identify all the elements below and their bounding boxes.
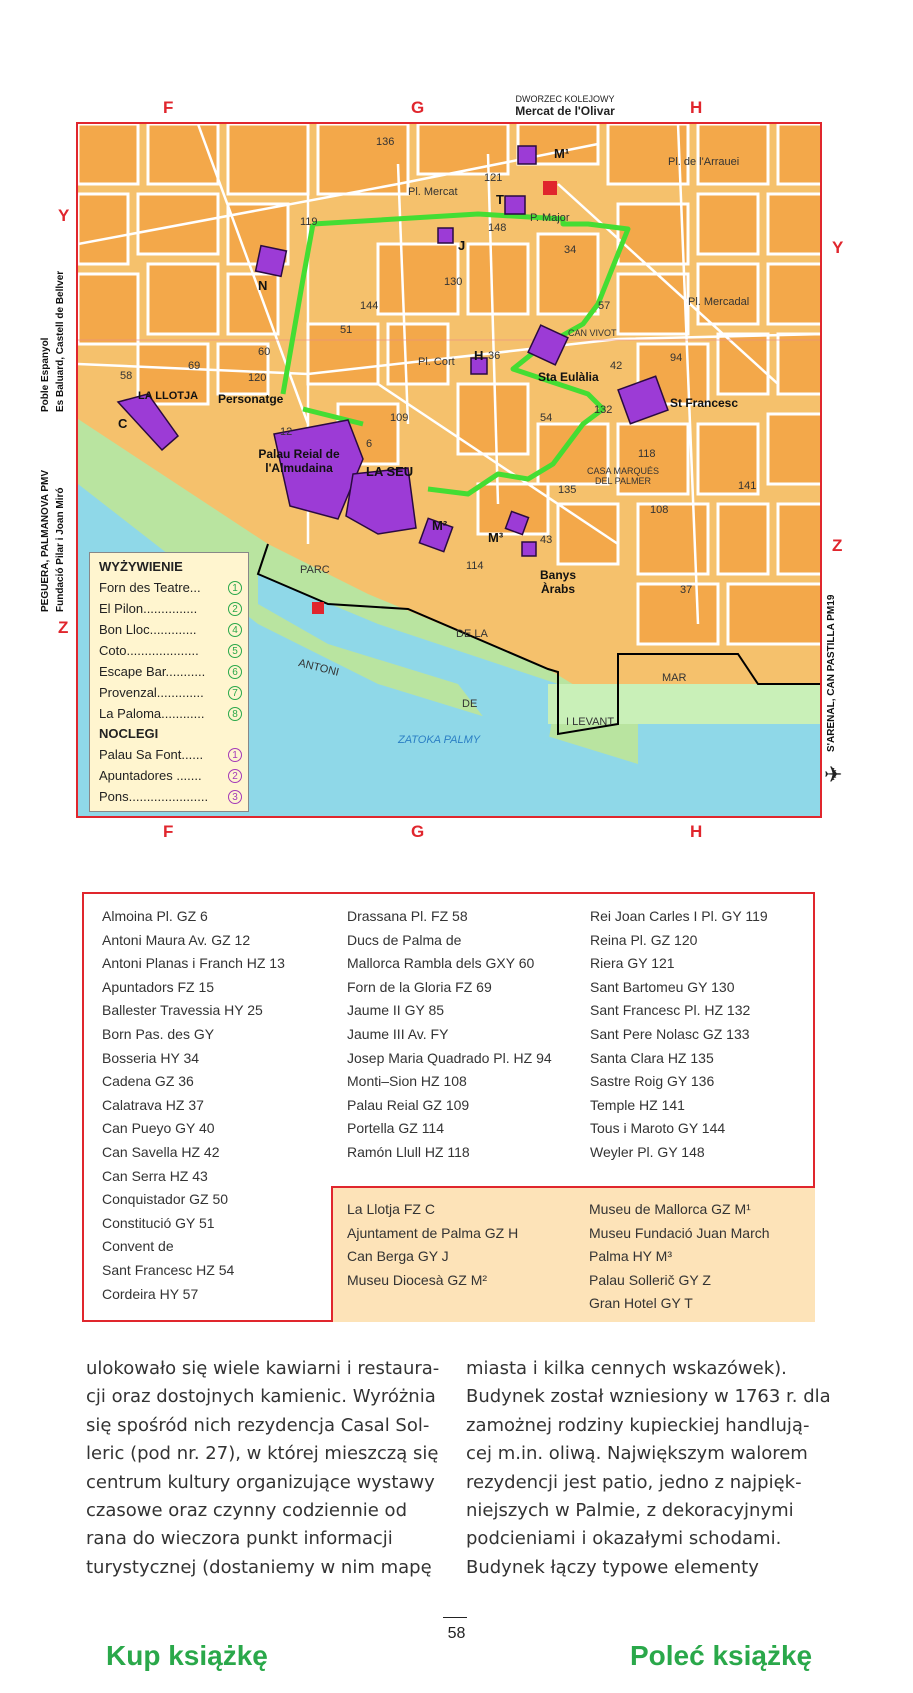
index-entry[interactable]: Riera GY 121: [590, 955, 675, 972]
street-number: 148: [488, 222, 507, 234]
map-label-sta-eulalia: Sta Eulàlia: [538, 370, 599, 384]
street-number: 120: [248, 372, 267, 384]
map-label-antoni: ANTONI: [297, 657, 341, 679]
text-line: turystycznej (dostaniemy w nim mapę: [86, 1556, 432, 1578]
marker-m2[interactable]: M²: [432, 518, 448, 533]
sights-column-right: [589, 1198, 770, 1316]
legend-food-number: 1: [228, 581, 242, 595]
street-number: 130: [444, 276, 463, 288]
street-number: 54: [540, 412, 553, 424]
index-entry[interactable]: Calatrava HZ 37: [102, 1096, 204, 1113]
legend-food-name: Coto....................: [99, 643, 199, 658]
index-entry[interactable]: Drassana Pl. FZ 58: [347, 908, 468, 924]
legend-food-name: Provenzal.............: [99, 685, 204, 700]
street-number: 94: [670, 352, 683, 364]
legend-food-number: 8: [228, 707, 242, 721]
text-line: niejszych w Palmie, z dekoracyjnymi: [466, 1500, 794, 1522]
map-label-casa-marques: CASA MARQUÉS DEL PALMER: [586, 466, 660, 486]
legend-food-item[interactable]: [99, 598, 248, 619]
buy-book-link[interactable]: Kup książkę: [106, 1640, 268, 1671]
street-number: 114: [466, 560, 484, 572]
map-label-p-major: P. Major: [530, 212, 570, 224]
street-number: 118: [638, 448, 656, 460]
index-entry[interactable]: Palau Sollerič GY Z: [589, 1271, 711, 1288]
index-entry[interactable]: Palau Reial GZ 109: [347, 1096, 470, 1113]
index-entry[interactable]: Ramón Llull HZ 118: [347, 1143, 470, 1160]
airport-icon: ✈: [824, 762, 843, 787]
legend-food-number: 2: [228, 602, 242, 616]
page-number-rule: [443, 1617, 467, 1618]
railway-station-name: Mercat de l'Olivar: [515, 104, 615, 118]
index-entry[interactable]: Temple HZ 141: [590, 1096, 685, 1113]
map-label-can-vivot: CAN VIVOT: [568, 328, 617, 338]
street-number: 12: [280, 426, 293, 438]
street-number: 141: [738, 480, 757, 492]
map-label-i-levant: I LEVANT: [566, 716, 615, 728]
legend-stay-name: Pons......................: [99, 789, 209, 804]
legend-stay-number: 2: [228, 769, 242, 783]
marker-m3[interactable]: M³: [488, 530, 504, 545]
text-line: Budynek został wzniesiony w 1763 r. dla: [466, 1386, 831, 1408]
legend-stay-item[interactable]: [99, 744, 248, 765]
legend-food-name: Escape Bar...........: [99, 664, 206, 679]
street-number: 69: [188, 360, 201, 372]
index-entry[interactable]: Cadena GZ 36: [102, 1073, 194, 1090]
street-number: 144: [360, 300, 379, 312]
index-entry[interactable]: Museu Fundació Juan March: [589, 1224, 770, 1241]
street-number: 109: [390, 412, 409, 424]
index-entry[interactable]: Palma HY M³: [589, 1248, 672, 1265]
index-entry[interactable]: Gran Hotel GY T: [589, 1295, 693, 1312]
map-label-zatoka: ZATOKA PALMY: [398, 734, 481, 746]
map-label-la-llotja: LA LLOTJA: [138, 390, 199, 402]
index-entry[interactable]: Weyler Pl. GY 148: [590, 1143, 705, 1160]
map-legend: [89, 552, 249, 812]
legend-food-number: 7: [228, 686, 242, 700]
legend-food-header: WYŻYWIENIE: [99, 559, 183, 574]
map-label-la-seu: LA SEU: [366, 464, 414, 479]
index-entry[interactable]: Santa Clara HZ 135: [590, 1049, 714, 1066]
text-line: czasowe oraz czynny codziennie od: [86, 1500, 407, 1522]
map-label-pl-cort: Pl. Cort: [418, 356, 455, 368]
index-entry[interactable]: Cordeira HY 57: [102, 1285, 199, 1302]
text-line: cji oraz dostojnych kamienic. Wyróżnia: [86, 1386, 436, 1408]
street-number: 60: [258, 346, 271, 358]
grid-letter-z-left: Z: [58, 618, 69, 637]
grid-letter-f-bottom: F: [163, 822, 174, 841]
legend-stay-item[interactable]: [99, 786, 248, 807]
text-line: zamożnej rodziny kupieckiej handlują-: [466, 1414, 810, 1436]
index-entry[interactable]: Sant Pere Nolasc GZ 133: [590, 1025, 750, 1042]
grid-letter-y-left: Y: [58, 206, 70, 225]
marker-t[interactable]: T: [496, 192, 504, 207]
legend-stay-name: Palau Sa Font......: [99, 747, 204, 762]
index-entry[interactable]: Ballester Travessia HY 25: [102, 1002, 263, 1019]
index-entry[interactable]: Ducs de Palma de: [347, 931, 462, 948]
street-number: 135: [558, 484, 577, 496]
index-entry[interactable]: Ajuntament de Palma GZ H: [347, 1224, 519, 1241]
street-number: 43: [540, 534, 553, 546]
index-entry[interactable]: Forn de la Gloria FZ 69: [347, 978, 492, 995]
marker-j[interactable]: J: [458, 238, 466, 253]
text-line: Budynek łączy typowe elementy: [466, 1556, 759, 1578]
street-number: 37: [680, 584, 693, 596]
map-label-st-frances: St Francesc: [670, 396, 739, 410]
street-number: 42: [610, 360, 623, 372]
street-number: 34: [564, 244, 577, 256]
index-entry[interactable]: Museu de Mallorca GZ M¹: [589, 1201, 751, 1217]
grid-letter-z-right: Z: [832, 536, 843, 555]
grid-letter-f-top: F: [163, 98, 174, 117]
road-label-right: S'ARENAL, CAN PASTILLA PM19: [826, 594, 837, 752]
text-line: podcieniami i okazałymi schodami.: [466, 1528, 782, 1550]
index-entry[interactable]: Can Pueyo GY 40: [102, 1120, 215, 1137]
index-entry[interactable]: La Llotja FZ C: [347, 1201, 435, 1217]
grid-letter-h-bottom: H: [690, 822, 703, 841]
index-entry[interactable]: Monti–Sion HZ 108: [347, 1073, 467, 1090]
sights-box: [331, 1186, 815, 1322]
legend-stay-item[interactable]: [99, 765, 248, 786]
index-entry[interactable]: Sant Francesc Pl. HZ 132: [590, 1002, 751, 1019]
index-entry[interactable]: Convent de: [102, 1238, 174, 1255]
index-entry[interactable]: Rei Joan Carles I Pl. GY 119: [590, 908, 768, 924]
map-label-pl-mercat: Pl. Mercat: [408, 186, 458, 198]
street-number: 51: [340, 324, 353, 336]
index-column-2: [347, 905, 552, 1165]
map-label-de: DE: [462, 698, 478, 710]
street-number: 108: [650, 504, 669, 516]
marker-h[interactable]: H: [474, 348, 484, 363]
railway-station-caption: DWORZEC KOLEJOWY: [515, 94, 615, 104]
legend-food-number: 6: [228, 665, 242, 679]
index-entry[interactable]: Conquistador GZ 50: [102, 1191, 229, 1208]
marker-n[interactable]: N: [258, 278, 268, 293]
text-line: ulokowało się wiele kawiarni i restaura-: [86, 1358, 440, 1379]
street-number: 58: [120, 370, 133, 382]
index-entry[interactable]: Can Serra HZ 43: [102, 1167, 208, 1184]
legend-food-item[interactable]: [99, 682, 248, 703]
legend-food-name: La Paloma............: [99, 706, 205, 721]
body-text-right: [466, 1355, 831, 1582]
legend-food-item[interactable]: [99, 703, 248, 724]
index-entry[interactable]: Can Savella HZ 42: [102, 1143, 220, 1160]
legend-food-item[interactable]: [99, 619, 248, 640]
index-entry[interactable]: Sastre Roig GY 136: [590, 1073, 715, 1090]
index-entry[interactable]: Museu Diocesà GZ M²: [347, 1271, 488, 1288]
map-label-pl-arrauei: Pl. de l'Arrauei: [668, 156, 740, 168]
road-label-left-4: Fundació Pilar i Joan Miró: [55, 487, 66, 612]
index-entry[interactable]: Mallorca Rambla dels GXY 60: [347, 955, 535, 972]
legend-food-item[interactable]: [99, 661, 248, 682]
index-entry[interactable]: Constitució GY 51: [102, 1214, 215, 1231]
map-label-banys-arabs: Banys Àrabs: [539, 568, 577, 596]
recommend-book-link[interactable]: Poleć książkę: [630, 1640, 813, 1671]
street-number: 121: [484, 172, 503, 184]
legend-food-number: 4: [228, 623, 242, 637]
page-number: 58: [447, 1625, 466, 1642]
index-entry[interactable]: Sant Bartomeu GY 130: [590, 978, 735, 995]
index-entry[interactable]: Portella GZ 114: [347, 1120, 445, 1137]
legend-stay-number: 3: [228, 790, 242, 804]
street-number: 57: [598, 300, 611, 312]
street-number: 132: [594, 404, 613, 416]
index-column-3: [590, 905, 768, 1165]
sights-column-left: [347, 1198, 518, 1292]
road-label-left-3: PEGUERA, PALMANOVA PMV: [40, 469, 51, 612]
legend-food-item[interactable]: [99, 577, 248, 598]
legend-food-name: Bon Lloc.............: [99, 622, 197, 637]
index-entry[interactable]: Apuntadors FZ 15: [102, 978, 215, 995]
grid-letter-y-right: Y: [832, 238, 844, 257]
index-entry[interactable]: Can Berga GY J: [347, 1248, 449, 1265]
text-line: leric (pod nr. 27), w której mieszczą się: [86, 1443, 439, 1465]
map-label-parc: PARC: [300, 564, 330, 576]
legend-food-name: Forn des Teatre...: [99, 580, 201, 595]
index-entry[interactable]: Bosseria HY 34: [102, 1049, 200, 1066]
index-entry[interactable]: Born Pas. des GY: [102, 1025, 215, 1042]
street-number: 119: [300, 216, 318, 228]
road-label-left-2: Es Baluard, Castell de Bellver: [55, 270, 66, 412]
legend-stay-name: Apuntadores .......: [99, 768, 202, 783]
text-line: miasta i kilka cennych wskazówek).: [466, 1358, 787, 1379]
legend-food-name: El Pilon...............: [99, 601, 198, 616]
marker-c[interactable]: C: [118, 416, 128, 431]
map-label-pl-mercadal: Pl. Mercadal: [688, 296, 750, 308]
grid-letter-g-bottom: G: [411, 822, 425, 841]
map-label-mar: MAR: [662, 672, 687, 684]
index-entry[interactable]: Sant Francesc HZ 54: [102, 1261, 235, 1278]
index-entry[interactable]: Tous i Maroto GY 144: [590, 1120, 726, 1137]
map-label-personatge: Personatge: [218, 392, 284, 406]
index-entry[interactable]: Jaume III Av. FY: [347, 1025, 449, 1042]
text-line: centrum kultury organizujące wystawy: [86, 1471, 435, 1493]
street-number: 136: [376, 136, 395, 148]
road-label-left-1: Poble Espanyol: [40, 337, 51, 412]
railway-station-label: [500, 94, 630, 118]
index-entry[interactable]: Jaume II GY 85: [347, 1002, 445, 1019]
index-entry[interactable]: Antoni Maura Av. GZ 12: [102, 931, 251, 948]
map-label-de-la: DE LA: [456, 628, 488, 640]
marker-m1[interactable]: M¹: [554, 146, 570, 161]
text-line: cej m.in. oliwą. Największym walorem: [466, 1443, 808, 1465]
text-line: rezydencji jest patio, jedno z najpięk-: [466, 1471, 802, 1493]
street-number: 36: [488, 350, 501, 362]
map-label-palau-reial: Palau Reial de l'Almudaina: [258, 447, 340, 475]
legend-stay-header: NOCLEGI: [99, 726, 159, 741]
street-number: 6: [366, 438, 373, 450]
index-entry[interactable]: Almoina Pl. GZ 6: [102, 908, 208, 924]
index-column-1: [102, 905, 285, 1306]
legend-stay-number: 1: [228, 748, 242, 762]
index-entry[interactable]: Josep Maria Quadrado Pl. HZ 94: [347, 1049, 552, 1066]
grid-letter-h-top: H: [690, 98, 703, 117]
text-line: rana do wieczora punkt informacji: [86, 1528, 393, 1550]
body-text-left: [86, 1355, 439, 1582]
index-entry[interactable]: Reina Pl. GZ 120: [590, 931, 698, 948]
street-index: [82, 892, 815, 1322]
text-line: się spośród nich rezydencja Casal Sol-: [86, 1414, 430, 1436]
index-entry[interactable]: Antoni Planas i Franch HZ 13: [102, 955, 285, 972]
grid-letter-g-top: G: [411, 98, 425, 117]
legend-food-number: 5: [228, 644, 242, 658]
legend-food-item[interactable]: [99, 640, 248, 661]
